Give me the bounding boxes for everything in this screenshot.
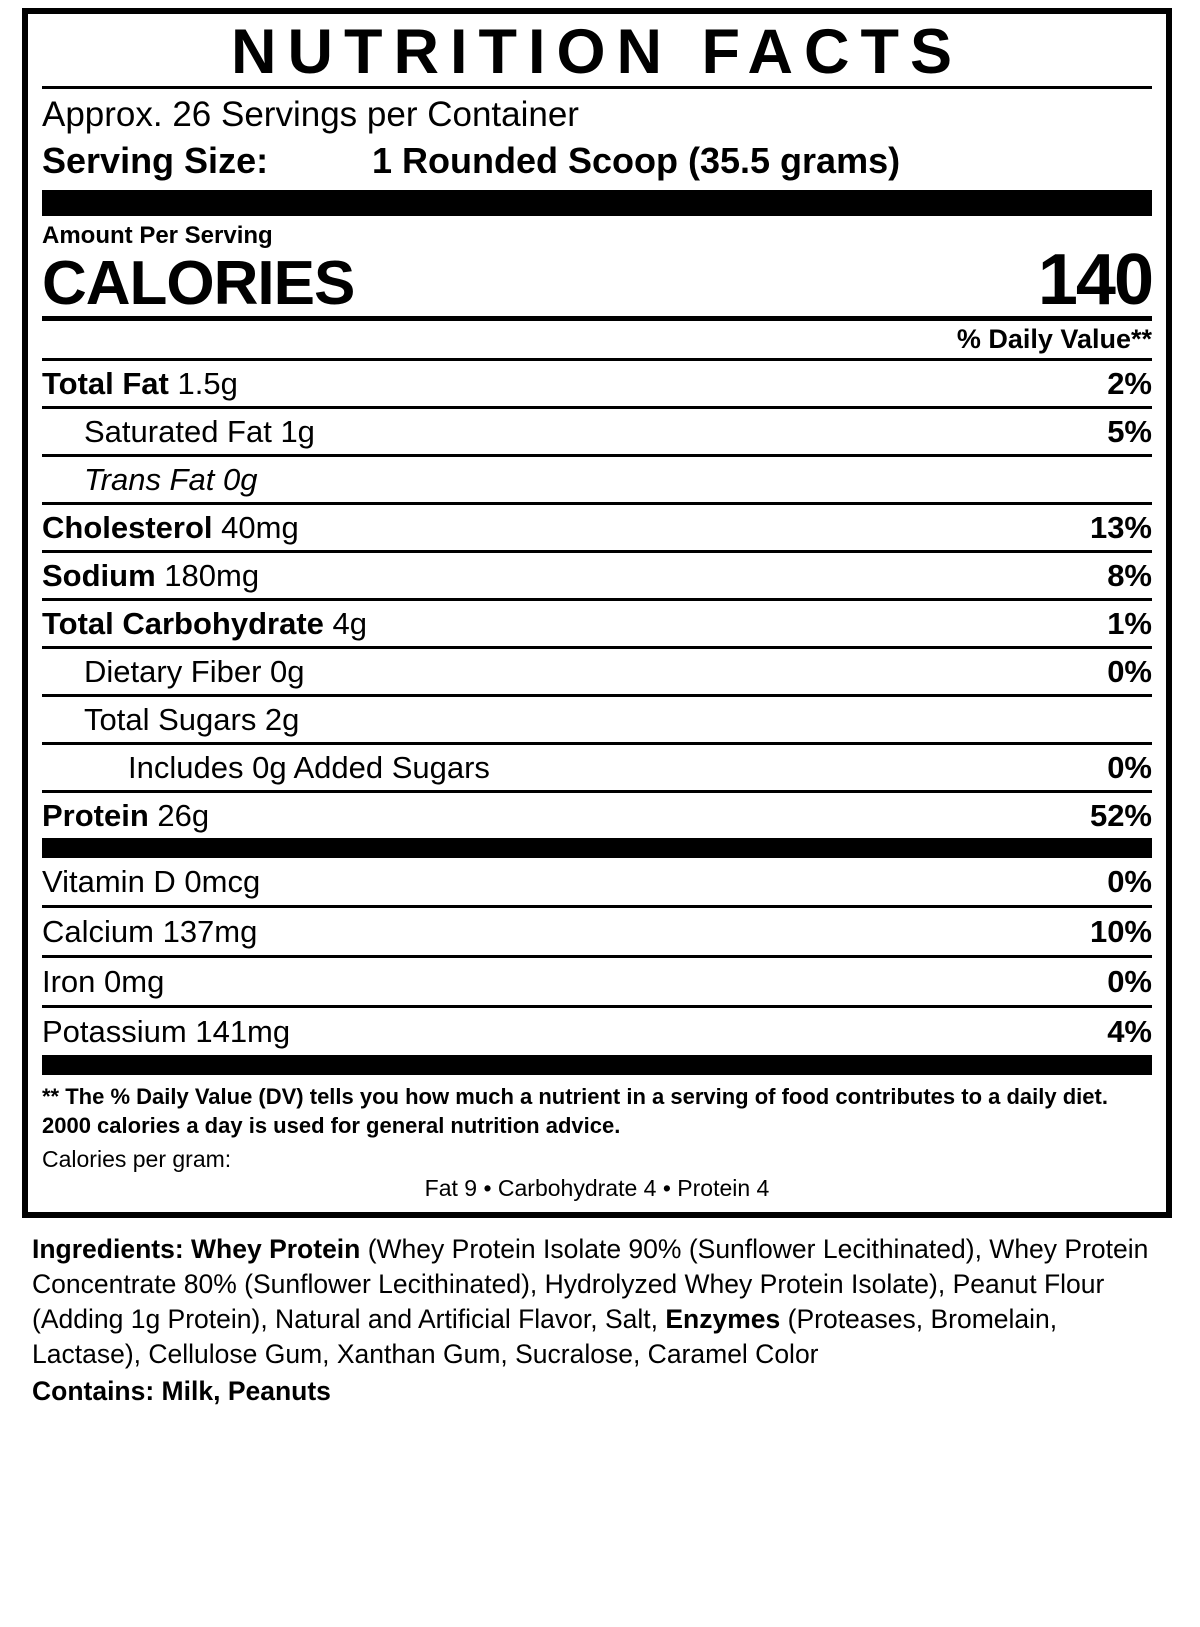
vitamin-row-calcium	[42, 905, 1152, 955]
nutrient-name-rest: Total Sugars 2g	[84, 702, 300, 738]
nutrient-dv: 13%	[1089, 510, 1152, 546]
nutrient-dv: 52%	[1089, 798, 1152, 834]
nutrient-name-bold: Cholesterol	[42, 510, 213, 546]
nutrient-row-total-sugars	[42, 694, 1152, 742]
vitamin-name: Vitamin D 0mcg	[42, 864, 261, 900]
calories-row	[42, 240, 1152, 321]
vitamin-row-potassium	[42, 1005, 1152, 1055]
ingredients-heading: Ingredients:	[32, 1234, 184, 1265]
vitamin-dv: 4%	[1107, 1014, 1152, 1050]
nutrient-list	[28, 358, 1166, 838]
panel-title: NUTRITION FACTS	[231, 17, 963, 87]
nutrient-name-rest: Trans Fat 0g	[84, 462, 258, 498]
nutrient-name-rest: 4g	[323, 606, 368, 642]
nutrient-dv: 5%	[1107, 414, 1152, 450]
nutrient-row-sodium	[42, 550, 1152, 598]
divider-thick-under-protein	[42, 838, 1152, 858]
nutrient-name-bold: Protein	[42, 798, 149, 834]
vitamin-list	[28, 858, 1166, 1055]
nutrition-facts-panel	[22, 8, 1172, 1218]
nutrient-row-total-fat	[42, 358, 1152, 406]
nutrient-name-rest: Includes 0g Added Sugars	[128, 750, 490, 786]
vitamin-name: Potassium 141mg	[42, 1014, 291, 1050]
vitamin-dv: 0%	[1107, 964, 1152, 1000]
nutrient-row-added-sugars	[42, 742, 1152, 790]
calories-per-gram-values: Fat 9 • Carbohydrate 4 • Protein 4	[424, 1175, 770, 1202]
vitamin-name: Calcium 137mg	[42, 914, 258, 950]
ingredients-body-1: (Whey Protein Isolate 90% (Sunflower Lecithinated), Whey Protein Concentrate 80% (Sunflower Lecithinated), Hydrolyzed Whey Protein Isolate), Peanut Flour (Adding 1g Protein), Natural and Artificial Flavor, Salt,	[32, 1234, 1149, 1335]
serving-size-label: Serving Size:	[42, 140, 269, 182]
nutrient-dv: 0%	[1107, 654, 1152, 690]
nutrient-name-rest: Saturated Fat 1g	[84, 414, 315, 450]
nutrient-name-rest: 1.5g	[168, 366, 238, 402]
nutrient-name-rest: Dietary Fiber 0g	[84, 654, 305, 690]
serving-size-row	[42, 138, 1152, 190]
nutrient-name-rest: 40mg	[212, 510, 299, 546]
ingredients-enzymes-bold: Enzymes	[665, 1304, 781, 1335]
daily-value-footnote: ** The % Daily Value (DV) tells you how much a nutrient in a serving of food contributes to a daily diet. 2000 calories a day is used for general nutrition advice.	[42, 1084, 1108, 1138]
nutrient-dv: 1%	[1107, 606, 1152, 642]
calories-per-gram-label: Calories per gram:	[42, 1146, 232, 1173]
calories-label: CALORIES	[42, 249, 355, 319]
nutrient-row-dietary-fiber	[42, 646, 1152, 694]
daily-value-header: % Daily Value**	[956, 324, 1152, 355]
nutrient-row-cholesterol	[42, 502, 1152, 550]
nutrient-dv: 8%	[1107, 558, 1152, 594]
servings-per-container: Approx. 26 Servings per Container	[42, 95, 579, 135]
divider-thick-top	[42, 190, 1152, 216]
ingredients-paragraph	[22, 1218, 1178, 1372]
contains-allergens: Contains: Milk, Peanuts	[32, 1376, 331, 1407]
nutrient-row-saturated-fat	[42, 406, 1152, 454]
vitamin-dv: 0%	[1107, 864, 1152, 900]
amount-per-serving-label: Amount Per Serving	[42, 222, 273, 250]
nutrient-name-rest: 180mg	[155, 558, 260, 594]
vitamin-name: Iron 0mg	[42, 964, 165, 1000]
nutrient-name-rest: 26g	[148, 798, 210, 834]
vitamin-row-vitamin-d	[42, 858, 1152, 905]
nutrient-row-total-carbohydrate	[42, 598, 1152, 646]
vitamin-row-iron	[42, 955, 1152, 1005]
ingredients-whey-bold: Whey Protein	[191, 1234, 361, 1265]
nutrient-row-protein	[42, 790, 1152, 838]
nutrient-dv: 2%	[1107, 366, 1152, 402]
ingredients-body-2: (Proteases, Bromelain, Lactase), Cellulose Gum, Xanthan Gum, Sucralose, Caramel Color	[32, 1304, 1058, 1370]
nutrient-name-bold: Total Carbohydrate	[42, 606, 324, 642]
divider-thick-under-vitamins	[42, 1055, 1152, 1075]
nutrient-name-bold: Sodium	[42, 558, 156, 594]
calories-value: 140	[1037, 240, 1152, 321]
vitamin-dv: 10%	[1089, 914, 1152, 950]
serving-size-value: 1 Rounded Scoop (35.5 grams)	[372, 140, 901, 182]
nutrient-row-trans-fat	[42, 454, 1152, 502]
nutrient-name-bold: Total Fat	[42, 366, 169, 402]
nutrient-dv: 0%	[1107, 750, 1152, 786]
